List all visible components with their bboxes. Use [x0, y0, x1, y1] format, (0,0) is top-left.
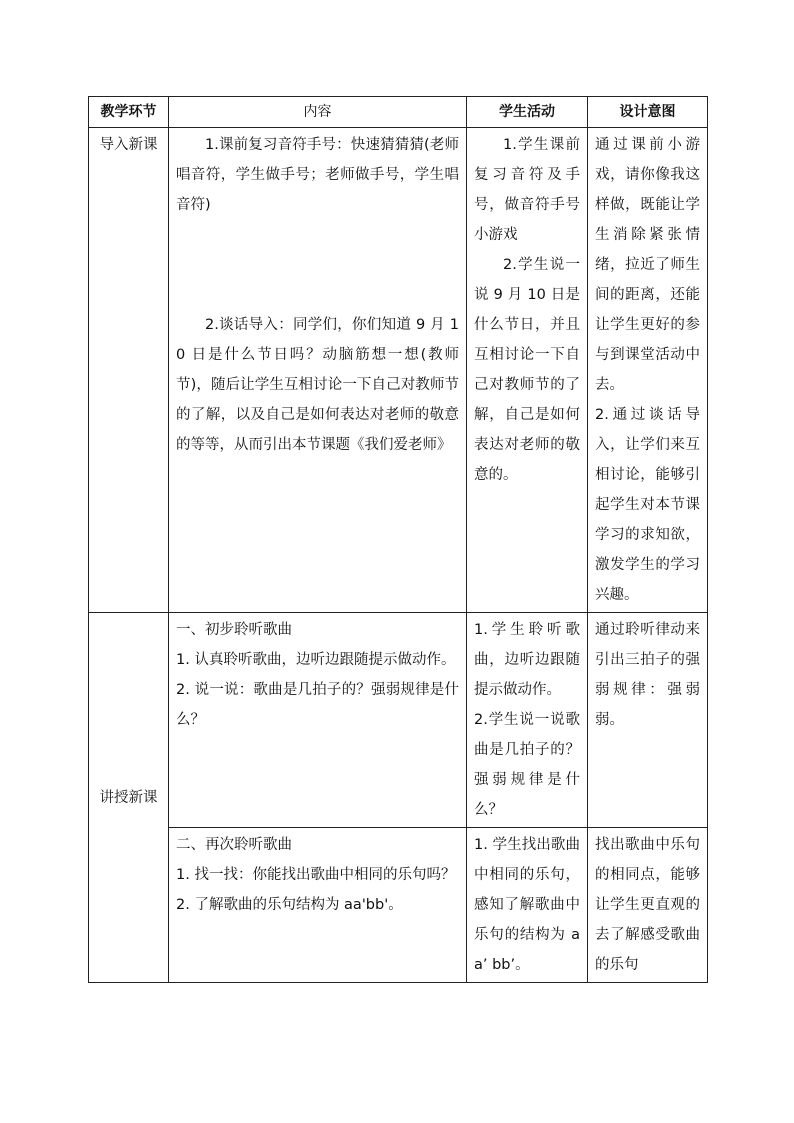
- intro-design-cell: [588, 128, 708, 613]
- intro-student-talk: 2.学生说一说 9 月 10 日是什么节日，并且互相讨论一下自己对教师节的了解，自己是如何表达对老师的敬意的。: [474, 257, 580, 483]
- header-design-intent: 设计意图: [588, 97, 708, 128]
- teach-part1-title: 一、初步聆听歌曲: [176, 622, 292, 638]
- intro-student-review: 1.学生课前复习音符及手号，做音符手号小游戏: [474, 137, 580, 243]
- teach-row-2: [89, 828, 708, 983]
- intro-content-cell: [169, 128, 467, 613]
- teach-student-cell-1: [467, 613, 588, 828]
- teach-part1-item2: 2. 说一说：歌曲是几拍子的？强弱规律是什么？: [176, 682, 459, 728]
- teach-part1-design: 通过聆听律动来引出三拍子的强弱规律：强弱弱。: [595, 622, 700, 728]
- header-row: [89, 97, 708, 128]
- teach-content-cell-1: [169, 613, 467, 828]
- teach-design-cell-1: [588, 613, 708, 828]
- header-content: 内容: [169, 97, 467, 128]
- teach-row-1: [89, 613, 708, 828]
- teach-part1-item1: 1. 认真聆听歌曲，边听边跟随提示做动作。: [176, 652, 456, 668]
- teach-part1-student2: 2.学生说一说歌曲是几拍子的？强弱规律是什么？: [474, 712, 580, 818]
- lesson-plan-table: [88, 96, 708, 983]
- teach-part2-student: 1. 学生找出歌曲中相同的乐句，感知了解歌曲中乐句的结构为 aa’ bb’。: [474, 837, 580, 973]
- header-stage: 教学环节: [89, 97, 169, 128]
- teach-content-cell-2: [169, 828, 467, 983]
- stage-intro: 导入新课: [89, 128, 169, 613]
- intro-content-review: 1.课前复习音符手号：快速猜猜猜(老师唱音符，学生做手号；老师做手号，学生唱音符): [176, 137, 459, 213]
- intro-content-talk: 2.谈话导入：同学们，你们知道 9 月 10 日是什么节日吗？动脑筋想一想(教师节)，随后让学生互相讨论一下自己对教师节的了解，以及自己是如何表达对老师的敬意的等等，从而引出本节课题《我们爱老师》: [176, 317, 459, 453]
- teach-part1-student1: 1.学生聆听歌曲，边听边跟随提示做动作。: [474, 622, 580, 698]
- teach-part2-item2: 2. 了解歌曲的乐句结构为 aa'bb'。: [176, 897, 403, 913]
- stage-teach: 讲授新课: [89, 613, 169, 983]
- header-student-activity: 学生活动: [467, 97, 588, 128]
- teach-part2-design: 找出歌曲中乐句的相同点，能够让学生更直观的去了解感受歌曲的乐句: [595, 837, 700, 973]
- intro-design-game: 通过课前小游戏，请你像我这样做，既能让学生消除紧张情绪，拉近了师生间的距离，还能让学生更好的参与到课堂活动中去。: [595, 137, 700, 393]
- teach-student-cell-2: [467, 828, 588, 983]
- intro-row: [89, 128, 708, 613]
- teach-part2-item1: 1. 找一找：你能找出歌曲中相同的乐句吗？: [176, 867, 456, 883]
- intro-student-cell: [467, 128, 588, 613]
- teach-design-cell-2: [588, 828, 708, 983]
- teach-part2-title: 二、再次聆听歌曲: [176, 837, 292, 853]
- intro-design-talk: 2.通过谈话导入，让学们来互相讨论，能够引起学生对本节课学习的求知欲，激发学生的学习兴趣。: [595, 407, 700, 603]
